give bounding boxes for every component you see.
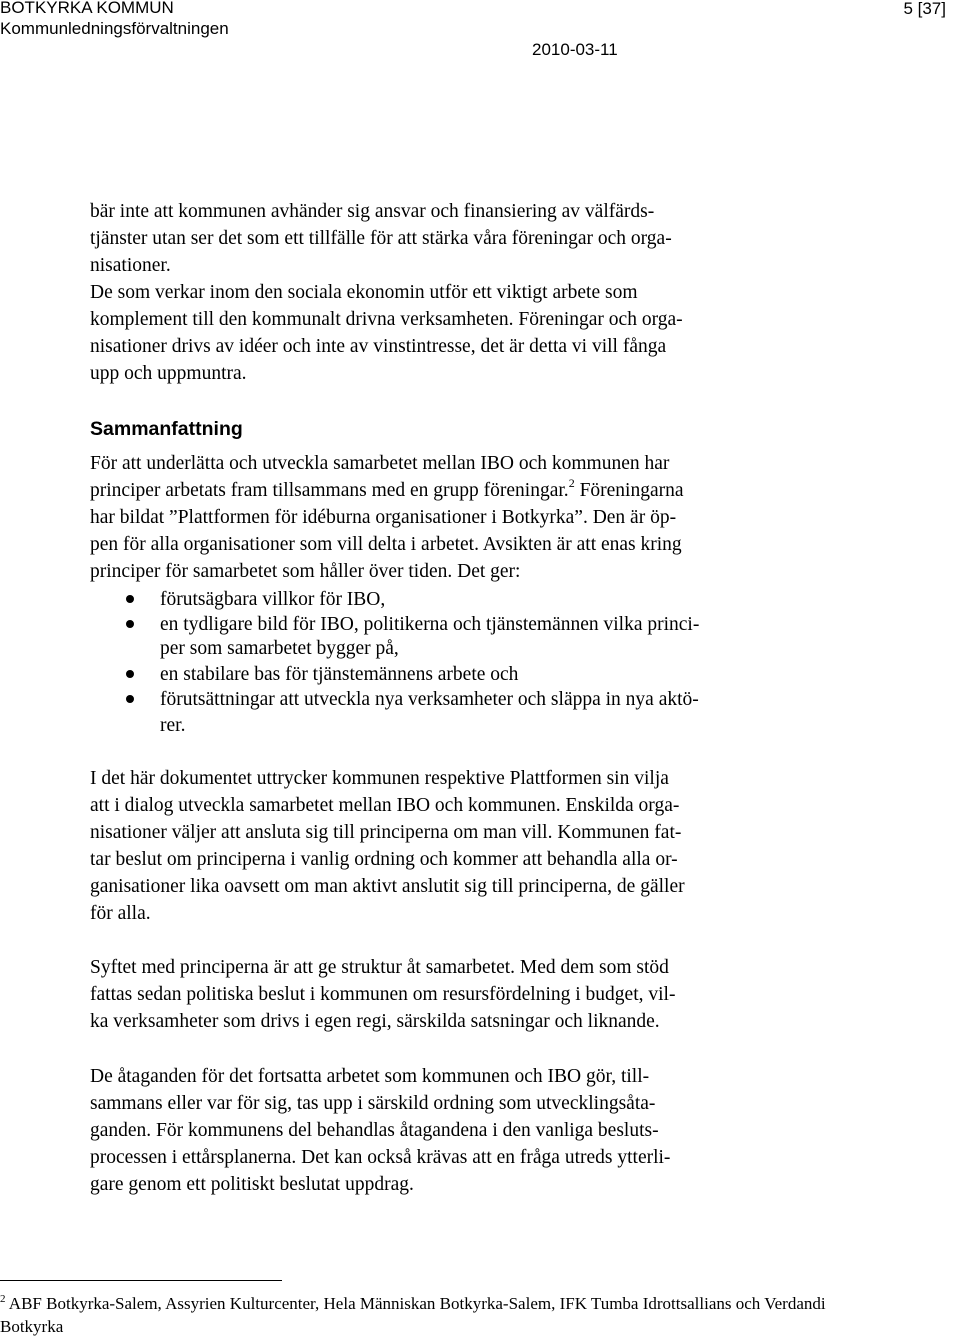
paragraph-aim	[90, 954, 675, 1035]
text-segment: Föreningarna	[574, 480, 684, 501]
text-segment: principer arbetats fram tillsammans med en grupp föreningar.	[90, 480, 569, 501]
text-line: upp och uppmuntra.	[90, 363, 247, 384]
header-department: Kommunledningsförvaltningen	[0, 19, 229, 38]
bullet-item-text: förutsägbara villkor för IBO,	[160, 589, 386, 610]
header-date: 2010-03-11	[532, 40, 618, 59]
text-line: nisationer väljer att ansluta sig till principerna om man vill. Kommunen fat-	[90, 822, 682, 843]
text-line-with-footnote	[90, 477, 684, 504]
header-page-number: 5 [37]	[903, 0, 946, 18]
text-line: nisationer drivs av idéer och inte av vinstintresse, det är detta vi vill fånga	[90, 336, 667, 357]
bullet-icon	[126, 670, 134, 678]
footnote-text: ABF Botkyrka-Salem, Assyrien Kulturcenter, Hela Människan Botkyrka-Salem, IFK Tumba Idrottsallians och Verdandi	[5, 1294, 826, 1313]
text-line: att i dialog utveckla samarbetet mellan IBO och kommunen. Enskilda orga-	[90, 795, 680, 816]
text-line: Syftet med principerna är att ge struktur åt samarbetet. Med dem som stöd	[90, 957, 669, 978]
text-line: tjänster utan ser det som ett tillfälle för att stärka våra föreningar och orga-	[90, 228, 672, 249]
header-org: BOTKYRKA KOMMUN	[0, 0, 174, 17]
footnote-number: 2	[0, 1293, 6, 1305]
text-line: nisationer.	[90, 255, 171, 276]
footnote-divider	[0, 1280, 282, 1281]
bullet-item-text: per som samarbetet bygger på,	[160, 638, 399, 659]
footnote-line: Botkyrka	[0, 1317, 64, 1336]
footnote-line	[0, 1293, 826, 1315]
bullet-item-text: en stabilare bas för tjänstemännens arbete och	[160, 664, 519, 685]
paragraph-summary	[90, 450, 684, 585]
bullet-icon	[126, 595, 134, 603]
text-line: bär inte att kommunen avhänder sig ansvar och finansiering av välfärds-	[90, 201, 655, 222]
paragraph-commitments	[90, 1063, 670, 1198]
text-line: tar beslut om principerna i vanlig ordning och kommer att behandla alla or-	[90, 849, 678, 870]
text-line: gare genom ett politiskt beslutat uppdrag.	[90, 1174, 414, 1195]
text-line: I det här dokumentet uttrycker kommunen respektive Plattformen sin vilja	[90, 768, 669, 789]
paragraph-intro	[90, 198, 683, 387]
text-line: har bildat ”Plattformen för idéburna organisationer i Botkyrka”. Den är öp-	[90, 507, 677, 528]
footnote-reference: 2	[568, 476, 575, 490]
text-line: För att underlätta och utveckla samarbetet mellan IBO och kommunen har	[90, 453, 670, 474]
bullet-icon	[126, 695, 134, 703]
bullet-icon	[126, 620, 134, 628]
text-line: fattas sedan politiska beslut i kommunen om resursfördelning i budget, vil-	[90, 984, 676, 1005]
text-line: för alla.	[90, 903, 151, 924]
paragraph-document-purpose	[90, 765, 685, 927]
text-line: De som verkar inom den sociala ekonomin utför ett viktigt arbete som	[90, 282, 638, 303]
text-line: sammans eller var för sig, tas upp i särskild ordning som utvecklingsåta-	[90, 1093, 656, 1114]
text-line: principer för samarbetet som håller över tiden. Det ger:	[90, 561, 521, 582]
text-line: De åtaganden för det fortsatta arbetet som kommunen och IBO gör, till-	[90, 1066, 650, 1087]
text-line: komplement till den kommunalt drivna verksamheten. Föreningar och orga-	[90, 309, 683, 330]
text-line: pen för alla organisationer som vill delta i arbetet. Avsikten är att enas kring	[90, 534, 682, 555]
text-line: processen i ettårsplanerna. Det kan också krävas att en fråga utreds ytterli-	[90, 1147, 671, 1168]
section-heading: Sammanfattning	[90, 418, 243, 440]
bullet-item-text: förutsättningar att utveckla nya verksamheter och släppa in nya aktö-	[160, 689, 699, 710]
bullet-item-text: rer.	[160, 715, 186, 736]
text-line: ganisationer lika oavsett om man aktivt anslutit sig till principerna, de gäller	[90, 876, 685, 897]
text-line: ganden. För kommunens del behandlas åtagandena i den vanliga besluts-	[90, 1120, 659, 1141]
text-line: ka verksamheter som drivs i egen regi, särskilda satsningar och liknande.	[90, 1011, 660, 1032]
bullet-item-text: en tydligare bild för IBO, politikerna och tjänstemännen vilka princi-	[160, 614, 700, 635]
